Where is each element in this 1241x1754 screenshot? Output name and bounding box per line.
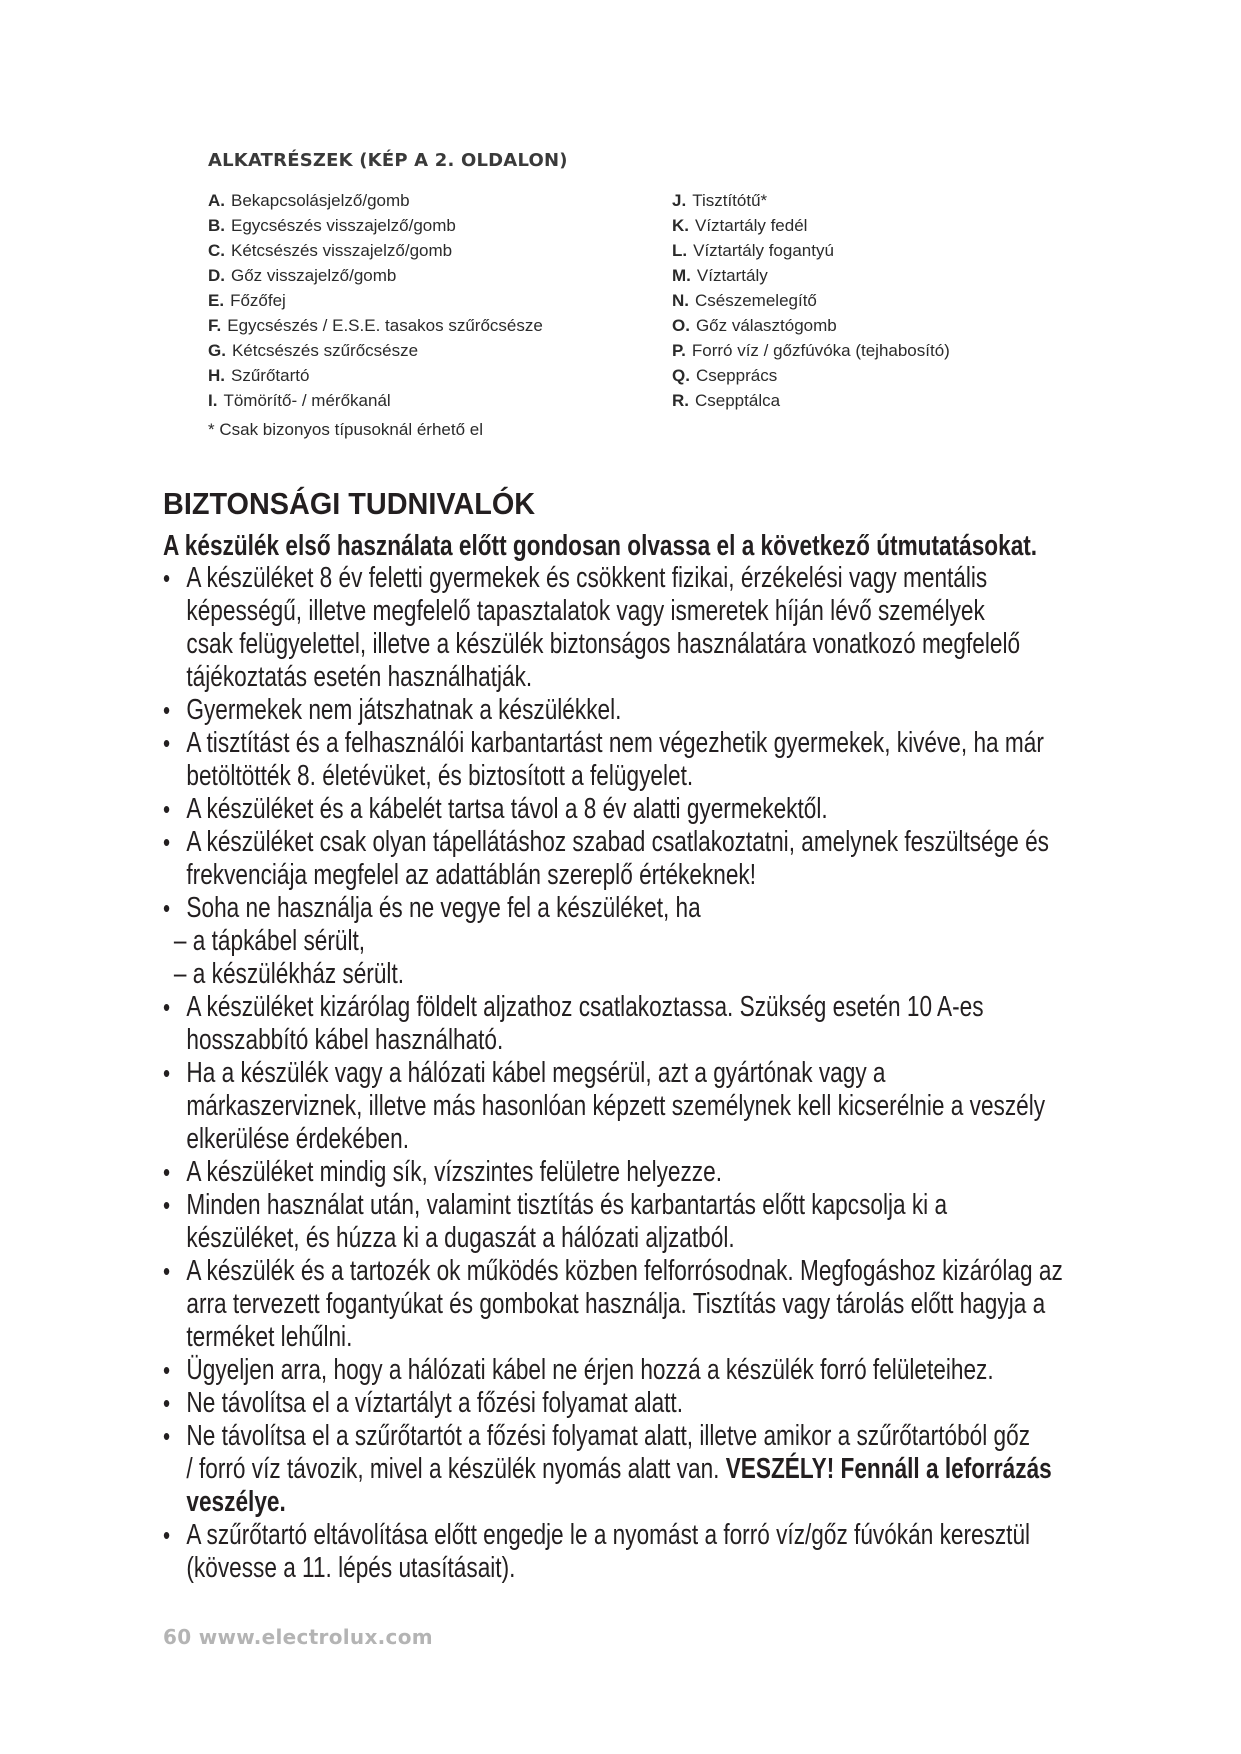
safety-text: Ügyeljen arra, hogy a hálózati kábel ne érjen hozzá a készülék forró felületeihez. [186,1354,994,1386]
safety-item-line [186,1387,1114,1420]
safety-item [163,826,1115,892]
part-label: Bekapcsolásjelző/gomb [231,191,410,210]
safety-text: arra tervezett fogantyúkat és gombokat használja. Tisztítás vagy tárolás előtt hagyja a [186,1288,1046,1320]
safety-item-line [186,793,1114,826]
safety-item [163,1156,1115,1189]
safety-sub-item [163,958,1115,991]
part-label: Szűrőtartó [231,366,310,385]
safety-item-line [186,892,1114,925]
part-key: K. [672,216,689,235]
part-key: O. [672,316,690,335]
parts-list-item [208,263,543,288]
safety-text: – a készülékház sérült. [173,958,405,990]
safety-item-line [186,859,1114,892]
part-key: M. [672,266,691,285]
part-label: Víztartály fogantyú [693,241,834,260]
danger-warning-continued: veszélye. [186,1486,286,1518]
parts-list-item [672,188,950,213]
safety-item [163,1189,1115,1255]
parts-list-item [208,288,543,313]
safety-text: A készüléket mindig sík, vízszintes felületre helyezze. [186,1156,722,1188]
part-label: Forró víz / gőzfúvóka (tejhabosító) [691,341,950,360]
part-label: Tisztítótű* [692,191,768,210]
safety-text: készüléket, és húzza ki a dugaszát a hálózati aljzatból. [186,1222,735,1254]
safety-text: A készüléket csak olyan tápellátáshoz szabad csatlakoztatni, amelynek feszültsége és [186,826,1049,858]
part-key: Q. [672,366,690,385]
safety-item [163,1057,1115,1156]
part-label: Gőz visszajelző/gomb [231,266,397,285]
part-label: Egycsészés visszajelző/gomb [231,216,456,235]
safety-item [163,1387,1115,1420]
safety-item-line [174,925,1115,958]
safety-text: A készüléket kizárólag földelt aljzathoz csatlakoztassa. Szükség esetén 10 A-es [186,991,984,1023]
part-key: I. [208,391,218,410]
safety-text: Ne távolítsa el a víztartályt a főzési folyamat alatt. [186,1387,684,1419]
parts-list-item [672,313,950,338]
safety-text: Minden használat után, valamint tisztítás és karbantartás előtt kapcsolja ki a [186,1189,948,1221]
part-key: J. [672,191,687,210]
parts-list-right [672,188,950,413]
parts-list-item [672,388,950,413]
part-key: P. [672,341,686,360]
part-label: Gőz választógomb [695,316,837,335]
safety-item-line [186,1453,1114,1486]
part-key: G. [208,341,226,360]
parts-list-item [208,238,543,263]
safety-item-line [186,1552,1114,1585]
part-label: Egycsészés / E.S.E. tasakos szűrőcsésze [227,316,543,335]
part-label: Tömörítő- / mérőkanál [223,391,391,410]
parts-list-item [672,363,950,388]
safety-section-title: BIZTONSÁGI TUDNIVALÓK [163,486,536,521]
part-key: F. [208,316,222,335]
safety-item-line [186,1024,1114,1057]
part-key: B. [208,216,225,235]
safety-item [163,562,1115,694]
part-key: L. [672,241,688,260]
parts-list-item [208,313,543,338]
safety-text: A készüléket és a kábelét tartsa távol a 8 év alatti gyermekektől. [186,793,828,825]
part-label: Csepptálca [695,391,781,410]
parts-section-title: ALKATRÉSZEK (KÉP A 2. OLDALON) [208,150,568,171]
safety-sub-item [163,925,1115,958]
parts-list-item [672,288,950,313]
part-key: H. [208,366,225,385]
parts-list-item [672,338,950,363]
safety-item-line [186,1090,1114,1123]
page-number: 60 [163,1625,192,1649]
safety-text: Ne távolítsa el a szűrőtartót a főzési folyamat alatt, illetve amikor a szűrőtartóból gőz [186,1420,1031,1452]
safety-text: / forró víz távozik, mivel a készülék nyomás alatt van. [186,1453,726,1485]
part-key: D. [208,266,225,285]
safety-item-line [186,727,1114,760]
safety-intro: A készülék első használata előtt gondosan olvassa el a következő útmutatásokat. [163,530,1038,562]
safety-text: A szűrőtartó eltávolítása előtt engedje le a nyomást a forró víz/gőz fúvókán keresztül [186,1519,1031,1551]
safety-item-line [186,1123,1114,1156]
part-label: Víztartály [696,266,768,285]
safety-text: csak felügyelettel, illetve a készülék biztonságos használatára vonatkozó megfelelő [186,628,1021,660]
safety-item-line [186,760,1114,793]
parts-list-item [208,338,543,363]
safety-text: – a tápkábel sérült, [173,925,366,957]
safety-item-line [186,562,1114,595]
safety-instructions-list [163,562,1115,1585]
part-label: Csepprács [695,366,778,385]
safety-text: betöltötték 8. életévüket, és biztosított a felügyelet. [186,760,694,792]
part-key: N. [672,291,689,310]
safety-item-line [186,694,1114,727]
safety-text: elkerülése érdekében. [186,1123,409,1155]
parts-footnote: * Csak bizonyos típusoknál érhető el [208,420,483,439]
safety-text: Soha ne használja és ne vegye fel a készüléket, ha [186,892,701,924]
part-key: C. [208,241,225,260]
parts-list-item [208,363,543,388]
safety-text: tájékoztatás esetén használhatják. [186,661,533,693]
safety-item-line [186,1057,1114,1090]
footer-url[interactable]: www.electrolux.com [198,1625,433,1649]
danger-warning: VESZÉLY! Fennáll a leforrázás [725,1453,1052,1485]
safety-item [163,991,1115,1057]
safety-item [163,1354,1115,1387]
safety-item [163,793,1115,826]
safety-item-line [186,1519,1114,1552]
safety-item-line [186,991,1114,1024]
safety-item-line [174,958,1115,991]
safety-item-line [186,1288,1114,1321]
safety-item [163,1420,1115,1519]
part-label: Főzőfej [230,291,286,310]
safety-text: márkaszerviznek, illetve más hasonlóan képzett személynek kell kicserélnie a veszély [186,1090,1046,1122]
safety-item-line [186,1156,1114,1189]
safety-text: A készülék és a tartozék ok működés közben felforrósodnak. Megfogáshoz kizárólag az [186,1255,1063,1287]
part-key: R. [672,391,689,410]
parts-list-item [672,213,950,238]
parts-list-left [208,188,543,413]
safety-item-line [186,595,1114,628]
parts-list-item [672,238,950,263]
safety-item-line [186,826,1114,859]
page-footer [163,1625,433,1649]
safety-text: terméket lehűlni. [186,1321,353,1353]
part-label: Víztartály fedél [695,216,808,235]
part-key: A. [208,191,225,210]
parts-list-item [208,213,543,238]
safety-text: Gyermekek nem játszhatnak a készülékkel. [186,694,622,726]
safety-text: (kövesse a 11. lépés utasításait). [186,1552,516,1584]
safety-item-line [186,628,1114,661]
safety-text: frekvenciája megfelel az adattáblán szereplő értékeknek! [186,859,757,891]
parts-list-item [208,388,543,413]
part-label: Kétcsészés szűrőcsésze [231,341,419,360]
safety-text: A tisztítást és a felhasználói karbantartást nem végezhetik gyermekek, kivéve, ha már [186,727,1044,759]
safety-item [163,892,1115,925]
safety-item-line [186,1420,1114,1453]
safety-item [163,1255,1115,1354]
part-label: Kétcsészés visszajelző/gomb [231,241,453,260]
safety-item [163,1519,1115,1585]
safety-item [163,694,1115,727]
safety-item-line [186,661,1114,694]
part-key: E. [208,291,225,310]
safety-item-line [186,1255,1114,1288]
safety-text: hosszabbító kábel használható. [186,1024,504,1056]
parts-list-item [208,188,543,213]
part-label: Csészemelegítő [695,291,817,310]
parts-list-item [672,263,950,288]
safety-item-line [186,1321,1114,1354]
safety-item-line [186,1354,1114,1387]
safety-text: Ha a készülék vagy a hálózati kábel megsérül, azt a gyártónak vagy a [186,1057,886,1089]
safety-text: képességű, illetve megfelelő tapasztalatok vagy ismeretek híján lévő személyek [186,595,985,627]
safety-item-line [186,1222,1114,1255]
safety-text: A készüléket 8 év feletti gyermekek és csökkent fizikai, érzékelési vagy mentális [186,562,988,594]
safety-item-line [186,1189,1114,1222]
safety-item [163,727,1115,793]
